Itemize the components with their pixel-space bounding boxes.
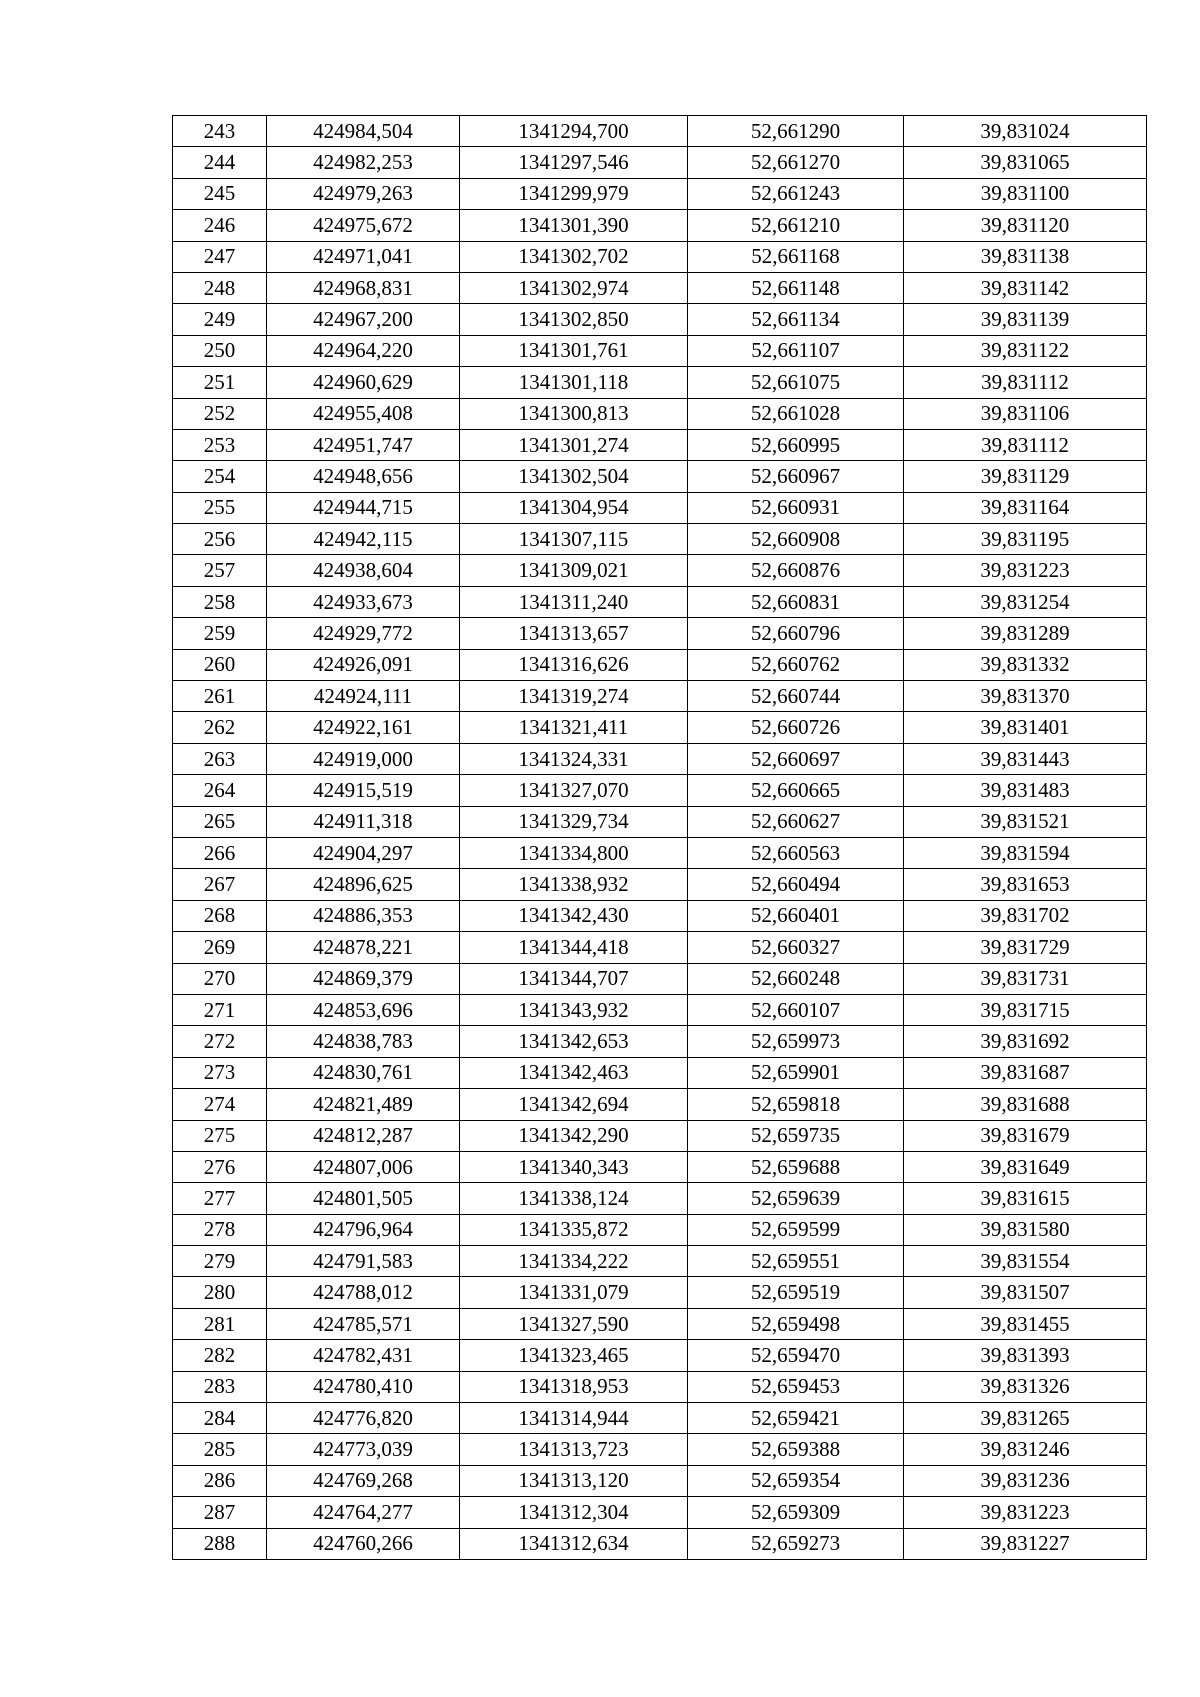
x-coordinate-cell: 424869,379 [267,963,460,994]
point-number-cell: 285 [173,1434,267,1465]
point-number-cell: 251 [173,367,267,398]
y-coordinate-cell: 1341312,634 [460,1528,688,1559]
longitude-cell: 39,831653 [904,869,1147,900]
latitude-cell: 52,659309 [688,1497,904,1528]
latitude-cell: 52,661075 [688,367,904,398]
x-coordinate-cell: 424964,220 [267,335,460,366]
x-coordinate-cell: 424926,091 [267,649,460,680]
x-coordinate-cell: 424967,200 [267,304,460,335]
point-number-cell: 271 [173,994,267,1025]
table-row [173,1528,1147,1559]
coordinates-table [172,115,1147,1560]
table-row [173,649,1147,680]
x-coordinate-cell: 424821,489 [267,1089,460,1120]
x-coordinate-cell: 424807,006 [267,1151,460,1182]
longitude-cell: 39,831688 [904,1089,1147,1120]
point-number-cell: 245 [173,178,267,209]
latitude-cell: 52,659519 [688,1277,904,1308]
x-coordinate-cell: 424924,111 [267,681,460,712]
latitude-cell: 52,660726 [688,712,904,743]
longitude-cell: 39,831223 [904,555,1147,586]
point-number-cell: 250 [173,335,267,366]
point-number-cell: 270 [173,963,267,994]
x-coordinate-cell: 424788,012 [267,1277,460,1308]
latitude-cell: 52,661134 [688,304,904,335]
y-coordinate-cell: 1341329,734 [460,806,688,837]
table-row [173,398,1147,429]
latitude-cell: 52,660401 [688,900,904,931]
longitude-cell: 39,831024 [904,116,1147,147]
longitude-cell: 39,831289 [904,618,1147,649]
point-number-cell: 253 [173,429,267,460]
x-coordinate-cell: 424796,964 [267,1214,460,1245]
longitude-cell: 39,831393 [904,1340,1147,1371]
table-row [173,1246,1147,1277]
point-number-cell: 262 [173,712,267,743]
point-number-cell: 252 [173,398,267,429]
y-coordinate-cell: 1341300,813 [460,398,688,429]
point-number-cell: 260 [173,649,267,680]
table-row [173,1308,1147,1339]
x-coordinate-cell: 424878,221 [267,932,460,963]
latitude-cell: 52,659735 [688,1120,904,1151]
x-coordinate-cell: 424812,287 [267,1120,460,1151]
table-row [173,869,1147,900]
point-number-cell: 244 [173,147,267,178]
x-coordinate-cell: 424951,747 [267,429,460,460]
table-row [173,1497,1147,1528]
point-number-cell: 287 [173,1497,267,1528]
latitude-cell: 52,660762 [688,649,904,680]
y-coordinate-cell: 1341327,070 [460,775,688,806]
x-coordinate-cell: 424944,715 [267,492,460,523]
y-coordinate-cell: 1341312,304 [460,1497,688,1528]
table-row [173,994,1147,1025]
table-row [173,367,1147,398]
y-coordinate-cell: 1341302,702 [460,241,688,272]
x-coordinate-cell: 424760,266 [267,1528,460,1559]
latitude-cell: 52,660931 [688,492,904,523]
latitude-cell: 52,661107 [688,335,904,366]
latitude-cell: 52,660563 [688,837,904,868]
longitude-cell: 39,831443 [904,743,1147,774]
longitude-cell: 39,831265 [904,1403,1147,1434]
x-coordinate-cell: 424776,820 [267,1403,460,1434]
longitude-cell: 39,831139 [904,304,1147,335]
point-number-cell: 259 [173,618,267,649]
latitude-cell: 52,660494 [688,869,904,900]
point-number-cell: 282 [173,1340,267,1371]
y-coordinate-cell: 1341340,343 [460,1151,688,1182]
table-row [173,1151,1147,1182]
y-coordinate-cell: 1341338,124 [460,1183,688,1214]
x-coordinate-cell: 424922,161 [267,712,460,743]
point-number-cell: 265 [173,806,267,837]
latitude-cell: 52,659498 [688,1308,904,1339]
table-row [173,712,1147,743]
point-number-cell: 283 [173,1371,267,1402]
longitude-cell: 39,831507 [904,1277,1147,1308]
point-number-cell: 263 [173,743,267,774]
y-coordinate-cell: 1341342,463 [460,1057,688,1088]
latitude-cell: 52,660876 [688,555,904,586]
x-coordinate-cell: 424782,431 [267,1340,460,1371]
point-number-cell: 284 [173,1403,267,1434]
x-coordinate-cell: 424984,504 [267,116,460,147]
point-number-cell: 269 [173,932,267,963]
x-coordinate-cell: 424919,000 [267,743,460,774]
y-coordinate-cell: 1341335,872 [460,1214,688,1245]
latitude-cell: 52,660327 [688,932,904,963]
longitude-cell: 39,831702 [904,900,1147,931]
x-coordinate-cell: 424938,604 [267,555,460,586]
y-coordinate-cell: 1341342,430 [460,900,688,931]
x-coordinate-cell: 424929,772 [267,618,460,649]
y-coordinate-cell: 1341307,115 [460,524,688,555]
x-coordinate-cell: 424886,353 [267,900,460,931]
y-coordinate-cell: 1341342,290 [460,1120,688,1151]
y-coordinate-cell: 1341313,723 [460,1434,688,1465]
x-coordinate-cell: 424791,583 [267,1246,460,1277]
point-number-cell: 249 [173,304,267,335]
longitude-cell: 39,831401 [904,712,1147,743]
latitude-cell: 52,660967 [688,461,904,492]
point-number-cell: 246 [173,210,267,241]
y-coordinate-cell: 1341331,079 [460,1277,688,1308]
table-row [173,1089,1147,1120]
point-number-cell: 288 [173,1528,267,1559]
point-number-cell: 248 [173,272,267,303]
latitude-cell: 52,659551 [688,1246,904,1277]
longitude-cell: 39,831554 [904,1246,1147,1277]
table-row [173,335,1147,366]
table-row [173,492,1147,523]
x-coordinate-cell: 424773,039 [267,1434,460,1465]
latitude-cell: 52,659599 [688,1214,904,1245]
longitude-cell: 39,831679 [904,1120,1147,1151]
point-number-cell: 286 [173,1465,267,1496]
latitude-cell: 52,659421 [688,1403,904,1434]
table-row [173,743,1147,774]
longitude-cell: 39,831246 [904,1434,1147,1465]
table-row [173,304,1147,335]
table-row [173,775,1147,806]
latitude-cell: 52,659273 [688,1528,904,1559]
y-coordinate-cell: 1341297,546 [460,147,688,178]
point-number-cell: 266 [173,837,267,868]
latitude-cell: 52,661290 [688,116,904,147]
table-row [173,210,1147,241]
longitude-cell: 39,831326 [904,1371,1147,1402]
y-coordinate-cell: 1341344,418 [460,932,688,963]
x-coordinate-cell: 424982,253 [267,147,460,178]
y-coordinate-cell: 1341301,761 [460,335,688,366]
y-coordinate-cell: 1341294,700 [460,116,688,147]
point-number-cell: 256 [173,524,267,555]
y-coordinate-cell: 1341323,465 [460,1340,688,1371]
point-number-cell: 264 [173,775,267,806]
longitude-cell: 39,831164 [904,492,1147,523]
y-coordinate-cell: 1341316,626 [460,649,688,680]
y-coordinate-cell: 1341304,954 [460,492,688,523]
latitude-cell: 52,660908 [688,524,904,555]
latitude-cell: 52,660744 [688,681,904,712]
table-row [173,1183,1147,1214]
table-row [173,1340,1147,1371]
table-row [173,555,1147,586]
table-row [173,1371,1147,1402]
y-coordinate-cell: 1341299,979 [460,178,688,209]
y-coordinate-cell: 1341309,021 [460,555,688,586]
longitude-cell: 39,831332 [904,649,1147,680]
table-row [173,1026,1147,1057]
x-coordinate-cell: 424780,410 [267,1371,460,1402]
x-coordinate-cell: 424853,696 [267,994,460,1025]
point-number-cell: 277 [173,1183,267,1214]
latitude-cell: 52,661270 [688,147,904,178]
longitude-cell: 39,831521 [904,806,1147,837]
longitude-cell: 39,831195 [904,524,1147,555]
y-coordinate-cell: 1341301,390 [460,210,688,241]
point-number-cell: 281 [173,1308,267,1339]
x-coordinate-cell: 424968,831 [267,272,460,303]
x-coordinate-cell: 424971,041 [267,241,460,272]
latitude-cell: 52,660697 [688,743,904,774]
y-coordinate-cell: 1341344,707 [460,963,688,994]
point-number-cell: 268 [173,900,267,931]
table-row [173,586,1147,617]
point-number-cell: 279 [173,1246,267,1277]
table-row [173,837,1147,868]
y-coordinate-cell: 1341334,800 [460,837,688,868]
table-row [173,806,1147,837]
y-coordinate-cell: 1341327,590 [460,1308,688,1339]
table-row [173,900,1147,931]
longitude-cell: 39,831615 [904,1183,1147,1214]
table-row [173,1465,1147,1496]
latitude-cell: 52,659639 [688,1183,904,1214]
x-coordinate-cell: 424904,297 [267,837,460,868]
point-number-cell: 243 [173,116,267,147]
longitude-cell: 39,831138 [904,241,1147,272]
point-number-cell: 276 [173,1151,267,1182]
longitude-cell: 39,831594 [904,837,1147,868]
y-coordinate-cell: 1341334,222 [460,1246,688,1277]
point-number-cell: 258 [173,586,267,617]
latitude-cell: 52,661243 [688,178,904,209]
x-coordinate-cell: 424764,277 [267,1497,460,1528]
table-row [173,932,1147,963]
latitude-cell: 52,659388 [688,1434,904,1465]
latitude-cell: 52,660796 [688,618,904,649]
table-row [173,461,1147,492]
point-number-cell: 280 [173,1277,267,1308]
x-coordinate-cell: 424979,263 [267,178,460,209]
point-number-cell: 247 [173,241,267,272]
y-coordinate-cell: 1341343,932 [460,994,688,1025]
point-number-cell: 275 [173,1120,267,1151]
latitude-cell: 52,661210 [688,210,904,241]
latitude-cell: 52,661168 [688,241,904,272]
y-coordinate-cell: 1341319,274 [460,681,688,712]
longitude-cell: 39,831120 [904,210,1147,241]
x-coordinate-cell: 424933,673 [267,586,460,617]
latitude-cell: 52,659973 [688,1026,904,1057]
longitude-cell: 39,831227 [904,1528,1147,1559]
point-number-cell: 267 [173,869,267,900]
latitude-cell: 52,660995 [688,429,904,460]
y-coordinate-cell: 1341313,657 [460,618,688,649]
point-number-cell: 255 [173,492,267,523]
table-body [173,116,1147,1560]
table-row [173,272,1147,303]
table-row [173,1403,1147,1434]
longitude-cell: 39,831065 [904,147,1147,178]
point-number-cell: 261 [173,681,267,712]
x-coordinate-cell: 424769,268 [267,1465,460,1496]
longitude-cell: 39,831455 [904,1308,1147,1339]
latitude-cell: 52,659818 [688,1089,904,1120]
longitude-cell: 39,831649 [904,1151,1147,1182]
x-coordinate-cell: 424838,783 [267,1026,460,1057]
x-coordinate-cell: 424801,505 [267,1183,460,1214]
y-coordinate-cell: 1341302,974 [460,272,688,303]
point-number-cell: 274 [173,1089,267,1120]
longitude-cell: 39,831692 [904,1026,1147,1057]
y-coordinate-cell: 1341301,274 [460,429,688,460]
longitude-cell: 39,831122 [904,335,1147,366]
x-coordinate-cell: 424915,519 [267,775,460,806]
x-coordinate-cell: 424830,761 [267,1057,460,1088]
y-coordinate-cell: 1341314,944 [460,1403,688,1434]
point-number-cell: 254 [173,461,267,492]
y-coordinate-cell: 1341338,932 [460,869,688,900]
x-coordinate-cell: 424896,625 [267,869,460,900]
x-coordinate-cell: 424960,629 [267,367,460,398]
longitude-cell: 39,831112 [904,367,1147,398]
latitude-cell: 52,660107 [688,994,904,1025]
table-row [173,1057,1147,1088]
table-row [173,681,1147,712]
table-row [173,1434,1147,1465]
latitude-cell: 52,661148 [688,272,904,303]
y-coordinate-cell: 1341311,240 [460,586,688,617]
latitude-cell: 52,659453 [688,1371,904,1402]
longitude-cell: 39,831254 [904,586,1147,617]
latitude-cell: 52,659354 [688,1465,904,1496]
longitude-cell: 39,831731 [904,963,1147,994]
y-coordinate-cell: 1341318,953 [460,1371,688,1402]
table-row [173,618,1147,649]
longitude-cell: 39,831236 [904,1465,1147,1496]
point-number-cell: 257 [173,555,267,586]
y-coordinate-cell: 1341302,850 [460,304,688,335]
table-row [173,147,1147,178]
y-coordinate-cell: 1341302,504 [460,461,688,492]
longitude-cell: 39,831112 [904,429,1147,460]
longitude-cell: 39,831106 [904,398,1147,429]
table-row [173,1277,1147,1308]
table-row [173,1214,1147,1245]
y-coordinate-cell: 1341324,331 [460,743,688,774]
latitude-cell: 52,659901 [688,1057,904,1088]
longitude-cell: 39,831580 [904,1214,1147,1245]
point-number-cell: 278 [173,1214,267,1245]
point-number-cell: 273 [173,1057,267,1088]
table-row [173,116,1147,147]
y-coordinate-cell: 1341342,653 [460,1026,688,1057]
latitude-cell: 52,661028 [688,398,904,429]
latitude-cell: 52,659688 [688,1151,904,1182]
x-coordinate-cell: 424785,571 [267,1308,460,1339]
x-coordinate-cell: 424942,115 [267,524,460,555]
table-row [173,963,1147,994]
x-coordinate-cell: 424948,656 [267,461,460,492]
longitude-cell: 39,831223 [904,1497,1147,1528]
point-number-cell: 272 [173,1026,267,1057]
latitude-cell: 52,660248 [688,963,904,994]
x-coordinate-cell: 424975,672 [267,210,460,241]
longitude-cell: 39,831129 [904,461,1147,492]
latitude-cell: 52,659470 [688,1340,904,1371]
latitude-cell: 52,660665 [688,775,904,806]
longitude-cell: 39,831100 [904,178,1147,209]
latitude-cell: 52,660627 [688,806,904,837]
longitude-cell: 39,831729 [904,932,1147,963]
x-coordinate-cell: 424955,408 [267,398,460,429]
table-row [173,241,1147,272]
y-coordinate-cell: 1341313,120 [460,1465,688,1496]
longitude-cell: 39,831483 [904,775,1147,806]
table-row [173,1120,1147,1151]
x-coordinate-cell: 424911,318 [267,806,460,837]
y-coordinate-cell: 1341321,411 [460,712,688,743]
table-row [173,178,1147,209]
longitude-cell: 39,831715 [904,994,1147,1025]
latitude-cell: 52,660831 [688,586,904,617]
longitude-cell: 39,831687 [904,1057,1147,1088]
table-row [173,524,1147,555]
longitude-cell: 39,831142 [904,272,1147,303]
longitude-cell: 39,831370 [904,681,1147,712]
table-row [173,429,1147,460]
y-coordinate-cell: 1341301,118 [460,367,688,398]
y-coordinate-cell: 1341342,694 [460,1089,688,1120]
